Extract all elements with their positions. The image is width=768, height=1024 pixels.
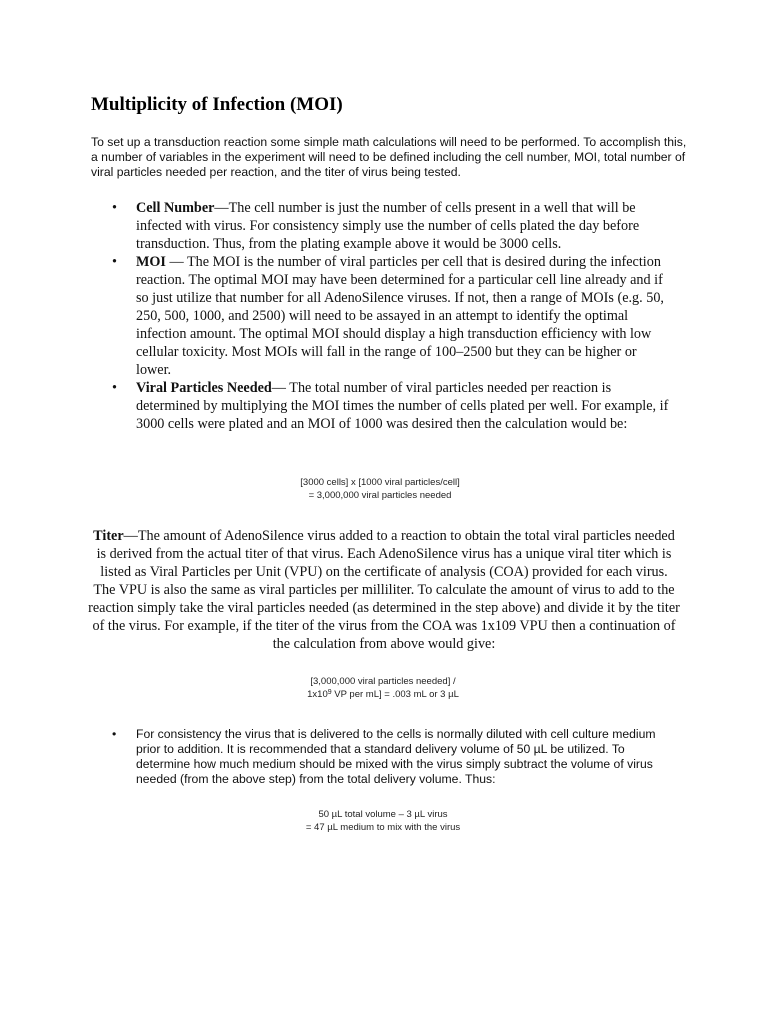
formula-exponent: 9: [327, 689, 332, 696]
definition-titer: —The amount of AdenoSilence virus added to a reaction to obtain the total viral particles needed is derived from the actual titer of that virus. Each AdenoSilence virus has a unique viral titer which is listed as Viral Particles per Unit (VPU) on the certificate of analysis (COA) provided for each virus. The VPU is also the same as viral particles per milliliter. To calculate the amount of virus to add to the reaction simply take the viral particles needed (as determined in the step above) and divide it by the titer of the virus. For example, if the titer of the virus from the COA was 1x109 VPU then a continuation of the calculation from above would give:: [88, 528, 680, 652]
definitions-list: [110, 199, 670, 433]
dilution-list: [110, 727, 680, 787]
definition-viral-particles: — The total number of viral particles needed per reaction is determined by multiplying the MOI times the number of cells plated per well. For example, if 3000 cells were plated and an MOI of 1000 was desired then the calculation would be:: [136, 380, 669, 432]
formula-term: 1x10: [307, 689, 328, 700]
titer-paragraph: [88, 527, 680, 653]
list-item-dilution: • For consistency the virus that is delivered to the cells is normally diluted with cell culture medium prior to addition. It is recommended that a standard delivery volume of 50 µL be utilized. To determine how much medium should be mixed with the virus simply subtract the volume of virus needed (from the above step) from the total delivery volume. Thus:: [110, 727, 680, 787]
formula-line: = 3,000,000 viral particles needed: [308, 490, 452, 501]
term-titer: Titer: [93, 528, 124, 544]
definition-moi: — The MOI is the number of viral particles per cell that is desired during the infection reaction. The optimal MOI may have been determined for a particular cell line already and if so just utilize that number for all AdenoSilence viruses. If not, then a range of MOIs (e.g. 50, 250, 500, 1000, and 2500) will need to be assayed in an attempt to identify the optimal infection amount. The optimal MOI should display a high transduction efficiency with low cellular toxicity. Most MOIs will fall in the range of 100–2500 but they can be higher or lower.: [136, 254, 664, 378]
list-item-viral-particles: [110, 379, 670, 433]
formula-virus-volume: [270, 675, 496, 701]
list-item-moi: [110, 253, 670, 379]
term-cell-number: Cell Number: [136, 200, 215, 216]
formula-line: 50 µL total volume – 3 µL virus: [318, 809, 448, 820]
term-moi: MOI: [136, 254, 166, 270]
term-viral-particles: Viral Particles Needed: [136, 380, 272, 396]
formula-term: VP per mL] = .003 mL or 3 µL: [331, 689, 459, 700]
formula-medium-volume: [270, 808, 496, 834]
formula-line: [3000 cells] x [1000 viral particles/cell]: [300, 477, 460, 488]
page-title: Multiplicity of Infection (MOI): [91, 94, 343, 115]
list-item-cell-number: [110, 199, 670, 253]
formula-line: [3,000,000 viral particles needed] /: [310, 676, 456, 687]
formula-line: = 47 µL medium to mix with the virus: [305, 822, 461, 833]
formula-line: [270, 688, 496, 701]
formula-viral-particles: [270, 476, 490, 502]
definition-cell-number: —The cell number is just the number of cells present in a well that will be infected with virus. For consistency simply use the number of cells plated the day before transduction. Thus, from the plating example above it would be 3000 cells.: [136, 200, 640, 252]
intro-paragraph: To set up a transduction reaction some simple math calculations will need to be performed. To accomplish this, a number of variables in the experiment will need to be defined including the cell number, MOI, total number of viral particles needed per reaction, and the titer of virus being tested.: [91, 135, 687, 179]
